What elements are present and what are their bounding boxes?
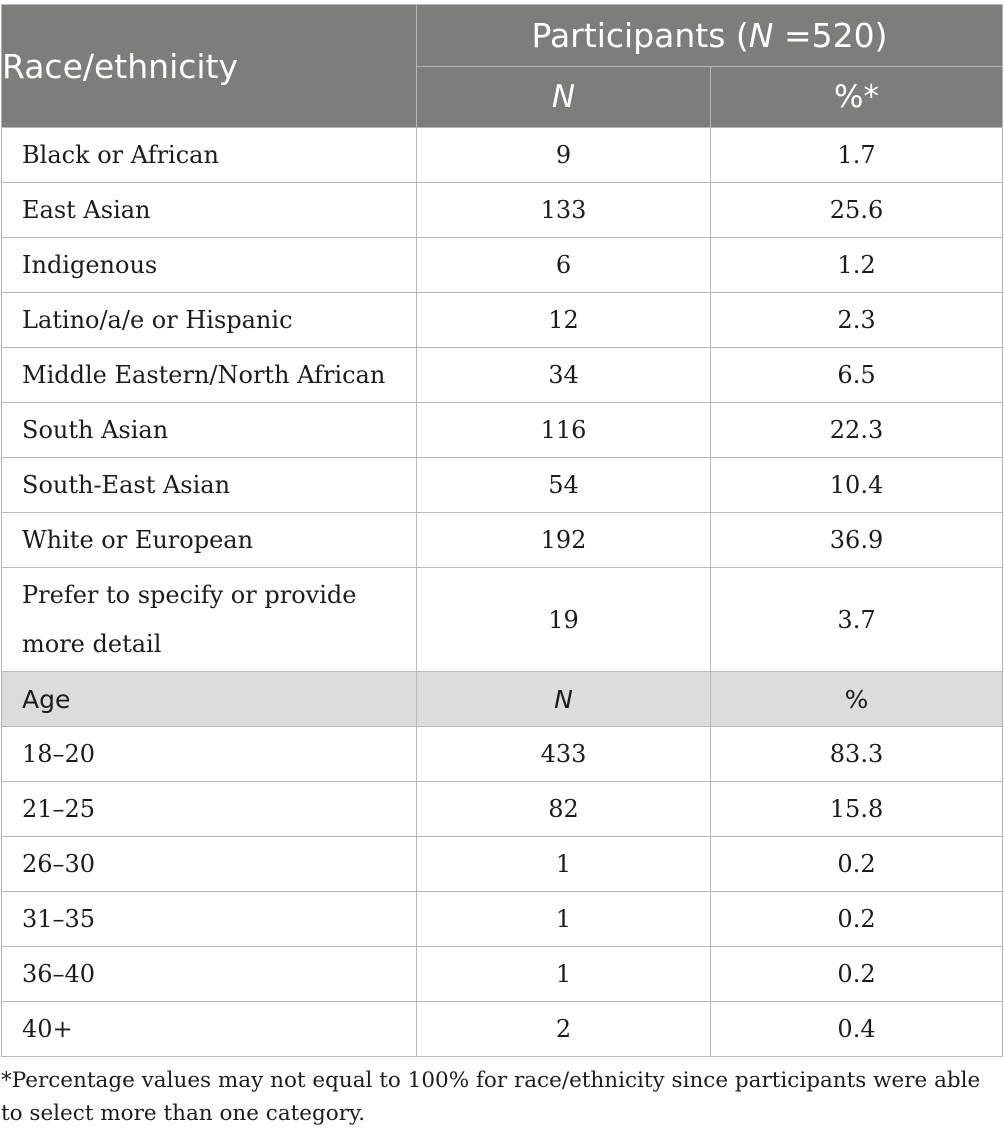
table-row — [2, 183, 1003, 238]
row-pct: 22.3 — [711, 403, 1003, 458]
table-row — [2, 727, 1003, 782]
participants-prefix: Participants ( — [531, 16, 749, 55]
row-n: 1 — [417, 837, 711, 892]
table-footnote: *Percentage values may not equal to 100% for race/ethnicity since participants were able to select more than one category. — [1, 1068, 981, 1126]
row-n: 19 — [417, 568, 711, 672]
row-pct: 6.5 — [711, 348, 1003, 403]
row-n: 133 — [417, 183, 711, 238]
row-n: 2 — [417, 1002, 711, 1057]
row-label: 18–20 — [2, 727, 417, 782]
row-pct: 83.3 — [711, 727, 1003, 782]
row-label: Black or African — [2, 128, 417, 183]
row-n: 1 — [417, 947, 711, 1002]
table-row — [2, 403, 1003, 458]
row-label-line2: more detail — [22, 629, 162, 658]
table-row — [2, 293, 1003, 348]
table-row — [2, 568, 1003, 672]
participants-n-symbol: N — [748, 16, 774, 55]
participants-header — [417, 5, 1003, 67]
table-row — [2, 513, 1003, 568]
row-label — [2, 568, 417, 672]
table-row — [2, 892, 1003, 947]
row-n: 82 — [417, 782, 711, 837]
row-label: 40+ — [2, 1002, 417, 1057]
row-n: 6 — [417, 238, 711, 293]
row-n: 34 — [417, 348, 711, 403]
race-ethnicity-header: Race/ethnicity — [2, 5, 417, 128]
n-column-header: N — [417, 67, 711, 128]
row-label: Indigenous — [2, 238, 417, 293]
row-n: 1 — [417, 892, 711, 947]
demographics-table — [1, 4, 1003, 1057]
row-label: Middle Eastern/North African — [2, 348, 417, 403]
row-label: 26–30 — [2, 837, 417, 892]
age-section-header — [2, 672, 1003, 727]
table-row — [2, 458, 1003, 513]
row-pct: 1.7 — [711, 128, 1003, 183]
row-n: 192 — [417, 513, 711, 568]
age-n-column-header: N — [417, 672, 711, 727]
table-row — [2, 1002, 1003, 1057]
table-row — [2, 782, 1003, 837]
age-percent-column-header: % — [711, 672, 1003, 727]
table-row — [2, 947, 1003, 1002]
participants-suffix: =520) — [773, 16, 888, 55]
table-row — [2, 128, 1003, 183]
percent-column-header: %* — [711, 67, 1003, 128]
row-label: South Asian — [2, 403, 417, 458]
row-pct: 3.7 — [711, 568, 1003, 672]
row-label: White or European — [2, 513, 417, 568]
row-pct: 10.4 — [711, 458, 1003, 513]
table-row — [2, 348, 1003, 403]
row-n: 433 — [417, 727, 711, 782]
row-label: 36–40 — [2, 947, 417, 1002]
row-label: 21–25 — [2, 782, 417, 837]
row-pct: 2.3 — [711, 293, 1003, 348]
row-pct: 25.6 — [711, 183, 1003, 238]
age-header-label: Age — [2, 672, 417, 727]
row-pct: 0.2 — [711, 947, 1003, 1002]
row-n: 9 — [417, 128, 711, 183]
row-label: East Asian — [2, 183, 417, 238]
row-pct: 1.2 — [711, 238, 1003, 293]
table-row — [2, 837, 1003, 892]
row-label: 31–35 — [2, 892, 417, 947]
row-n: 12 — [417, 293, 711, 348]
row-pct: 0.2 — [711, 837, 1003, 892]
row-pct: 0.4 — [711, 1002, 1003, 1057]
row-n: 54 — [417, 458, 711, 513]
row-label: Latino/a/e or Hispanic — [2, 293, 417, 348]
row-pct: 36.9 — [711, 513, 1003, 568]
row-pct: 15.8 — [711, 782, 1003, 837]
table-header-row — [2, 5, 1003, 67]
row-label: South-East Asian — [2, 458, 417, 513]
row-pct: 0.2 — [711, 892, 1003, 947]
row-n: 116 — [417, 403, 711, 458]
table-row — [2, 238, 1003, 293]
row-label-line1: Prefer to specify or provide — [22, 580, 357, 609]
